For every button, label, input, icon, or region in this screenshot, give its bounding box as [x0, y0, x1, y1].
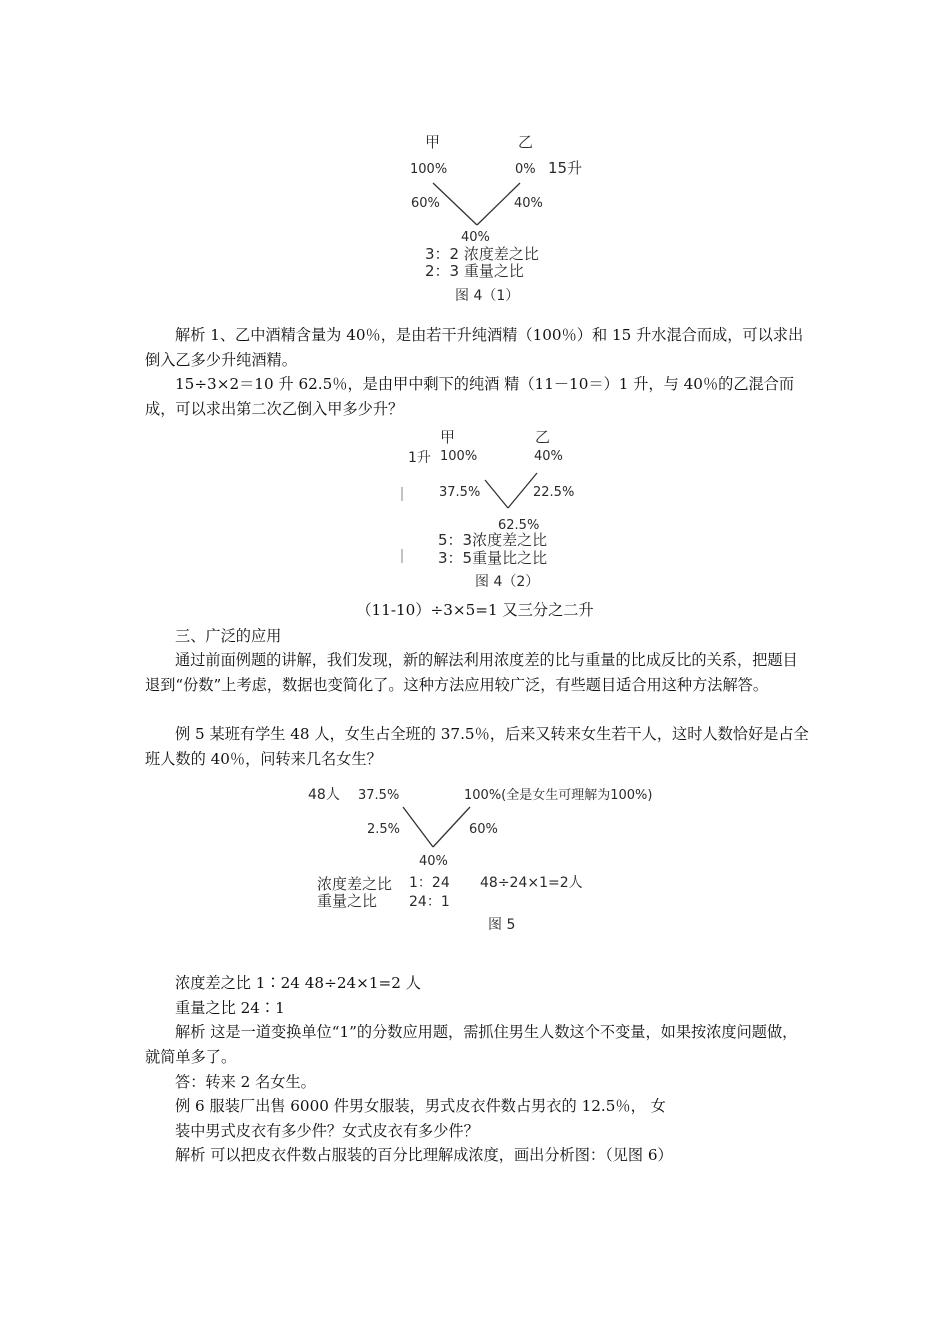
ratio-concentration-label: 浓度差之比 [317, 875, 393, 893]
answer-line: 答：转来 2 名女生。 [175, 1073, 316, 1091]
ratio-weight: 3：5重量比之比 [438, 549, 548, 567]
ratio-weight-value: 24：1 [409, 894, 450, 910]
paragraph-example-6-cont: 装中男式皮衣有多少件？女式皮衣有多少件？ [175, 1122, 479, 1140]
right-concentration: 0% [515, 162, 536, 177]
paragraph-analysis-5: 解析 这是一道变换单位“1”的分数应用题，需抓住男生人数这个不变量，如果按浓度问题做，就简单多了。 [145, 1023, 798, 1066]
ratio-weight: 2：3 重量之比 [425, 262, 524, 280]
right-difference: 40% [514, 196, 543, 211]
ratio-concentration: 5：3浓度差之比 [438, 531, 548, 549]
left-difference: 37.5% [439, 485, 481, 500]
figure-caption: 图 5 [488, 917, 516, 933]
left-label: 甲 [425, 133, 441, 151]
figure-caption: 图 4（2） [475, 574, 540, 590]
left-label: 甲 [440, 428, 456, 446]
right-concentration: 40% [534, 449, 563, 464]
right-diagonal [433, 807, 470, 847]
right-difference: 22.5% [533, 485, 575, 500]
mix-concentration: 40% [419, 854, 448, 869]
paragraph-analysis-6: 解析 可以把皮衣件数占服装的百分比理解成浓度，画出分析图：（见图 6） [175, 1146, 673, 1164]
paragraph-example-6: 例 6 服装厂出售 6000 件男女服装，男式皮衣件数占男衣的 12.5％， 女 [175, 1097, 666, 1115]
left-concentration: 37.5% [358, 788, 400, 803]
left-difference: 2.5% [367, 822, 401, 837]
figure-4-1 [395, 128, 610, 308]
left-amount: 48人 [308, 787, 340, 803]
paragraph-method: 通过前面例题的讲解，我们发现，新的解法利用浓度差的比与重量的比成反比的关系，把题目退到“份数”上考虑，数据也变简化了。这种方法应用较广泛，有些题目适合用这种方法解答。 [145, 651, 798, 694]
ratio-concentration: 3：2 浓度差之比 [425, 245, 539, 263]
formula-line: （11-10）÷3×5=1 又三分之二升 [356, 601, 594, 619]
figure-4-2 [395, 425, 595, 595]
right-label: 乙 [535, 428, 551, 446]
paragraph-analysis-1: 解析 1、乙中酒精含量为 40％，是由若干升纯酒精（100％）和 15 升水混合而成，可以求出倒入乙多少升纯酒精。 [145, 326, 804, 369]
section-heading: 三、广泛的应用 [175, 627, 282, 645]
figure-caption: 图 4（1） [455, 288, 520, 304]
paragraph-example-5: 例 5 某班有学生 48 人，女生占全班的 37.5％，后来又转来女生若干人，这时人数恰好是占全班人数的 40％，问转来几名女生？ [145, 725, 809, 768]
ratio-calculation: 48÷24×1=2人 [480, 875, 583, 891]
paragraph-calculation-1: 15÷3×2＝10 升 62.5％，是由甲中剩下的纯酒 精（11－10＝）1 升，与 40％的乙混合而成，可以求出第二次乙倒入甲多少升？ [145, 375, 795, 418]
left-concentration: 100% [410, 162, 448, 177]
mix-concentration: 40% [461, 230, 490, 245]
text-weight-ratio: 重量之比 24∶1 [175, 999, 285, 1017]
text-concentration-ratio: 浓度差之比 1∶24 48÷24×1=2 人 [175, 974, 421, 992]
left-difference: 60% [411, 196, 440, 211]
right-concentration: 100%(全是女生可理解为100%) [464, 788, 653, 803]
figure-4-2-diagram [395, 425, 595, 595]
figure-4-1-diagram [395, 128, 610, 308]
left-diagonal [485, 480, 508, 508]
mix-concentration: 62.5% [498, 518, 540, 533]
figure-5 [305, 780, 700, 938]
figure-5-diagram [305, 780, 700, 938]
ratio-concentration-value: 1：24 [409, 875, 450, 891]
right-label: 乙 [518, 133, 534, 151]
left-amount: 1升 [408, 450, 431, 466]
right-amount: 15升 [548, 159, 583, 177]
right-difference: 60% [469, 822, 498, 837]
ratio-weight-label: 重量之比 [317, 892, 378, 910]
left-diagonal [403, 807, 433, 847]
left-concentration: 100% [440, 449, 478, 464]
